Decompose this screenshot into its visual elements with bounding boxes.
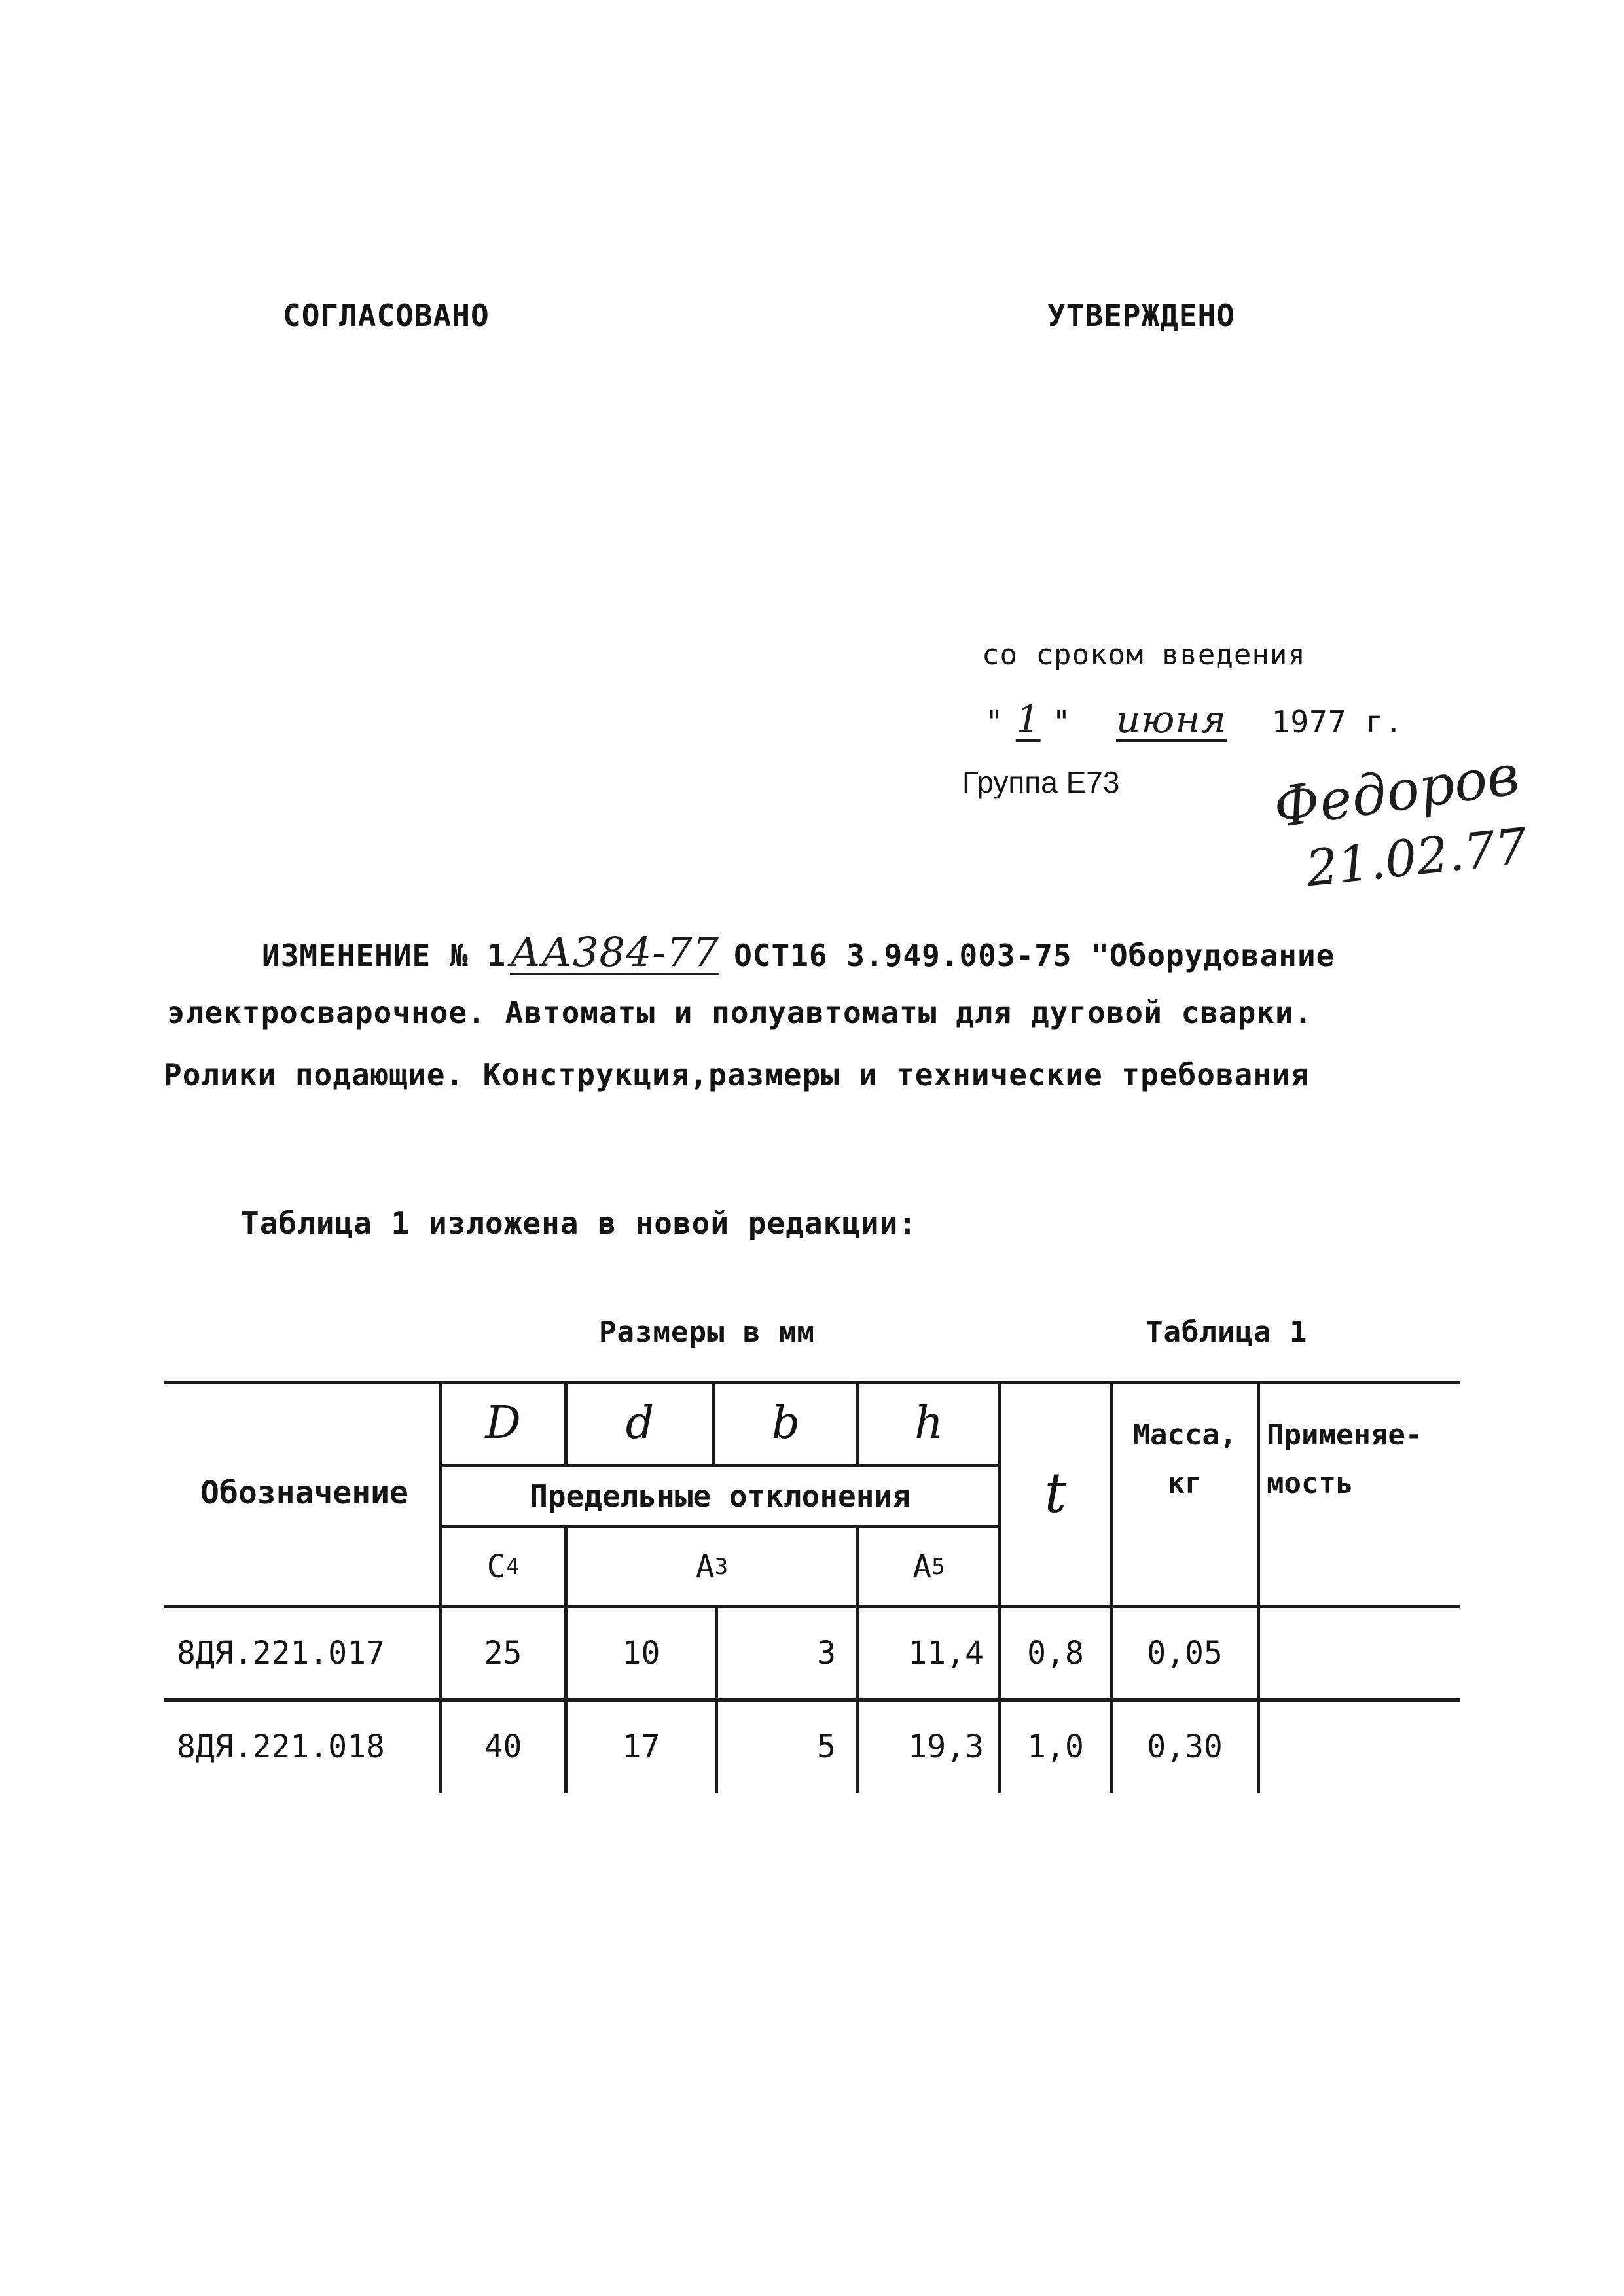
cell-applicability (1260, 1702, 1456, 1792)
cell-mass: 0,05 (1147, 1635, 1223, 1672)
cell-t: 0,8 (1027, 1635, 1084, 1672)
cell-d: 10 (622, 1635, 660, 1672)
header-designation: Обозначение (200, 1475, 408, 1511)
cell-h: 19,3 (908, 1729, 984, 1765)
header-mass: Масса, кг (1132, 1418, 1237, 1500)
group-label: Группа Е73 (962, 765, 1120, 799)
units-label: Размеры в мм (599, 1316, 815, 1349)
header-sym-h: h (914, 1397, 943, 1449)
table-label: Таблица 1 (1146, 1316, 1308, 1349)
cell-t: 1,0 (1027, 1729, 1084, 1765)
date-day: 1 (1015, 697, 1041, 742)
date-year: 1977 г. (1271, 704, 1403, 740)
date-month: июня (1116, 697, 1227, 742)
change-code: АА384-77 (510, 928, 720, 976)
cell-d: 17 (622, 1729, 660, 1765)
effective-date: " 1 " июня 1977 г. (985, 697, 1403, 742)
header-tol-c4: C 4 (486, 1548, 520, 1585)
cell-designation: 8ДЯ.221.018 (177, 1729, 385, 1765)
header-tol-a3: A 3 (695, 1548, 729, 1585)
cell-D: 25 (484, 1635, 522, 1672)
signature: Федоров (1270, 742, 1523, 840)
header-applicability: Применяе- мость (1267, 1418, 1423, 1500)
change-doc: ОСТ16 3.949.003-75 "Оборудование (734, 938, 1335, 973)
signature-date: 21.02.77 (1303, 816, 1530, 898)
table-intro: Таблица 1 изложена в новой редакции: (241, 1206, 917, 1241)
header-tol-a5: A 5 (912, 1548, 945, 1585)
change-line-3: Ролики подающие. Конструкция,размеры и технические требования (164, 1057, 1310, 1092)
change-line-1 (262, 928, 1335, 976)
cell-designation: 8ДЯ.221.017 (177, 1635, 385, 1672)
cell-D: 40 (484, 1729, 522, 1765)
header-sym-b: b (771, 1397, 801, 1449)
header-sym-t: t (1044, 1461, 1067, 1525)
header-sym-D: D (485, 1397, 521, 1449)
cell-h: 11,4 (908, 1635, 984, 1672)
change-prefix: ИЗМЕНЕНИЕ № 1 (262, 938, 507, 973)
change-line-2: электросварочное. Автоматы и полуавтоматы для дуговой сварки. (167, 995, 1313, 1030)
header-sym-d: d (625, 1397, 655, 1449)
approved-label: УТВЕРЖДЕНО (1047, 298, 1235, 333)
header-limits: Предельные отклонения (530, 1479, 911, 1514)
cell-applicability (1260, 1608, 1456, 1698)
cell-b: 5 (817, 1729, 836, 1765)
cell-mass: 0,30 (1147, 1729, 1223, 1765)
effective-label: со сроком введения (982, 638, 1306, 672)
agreed-label: СОГЛАСОВАНО (283, 298, 490, 333)
cell-b: 3 (817, 1635, 836, 1672)
